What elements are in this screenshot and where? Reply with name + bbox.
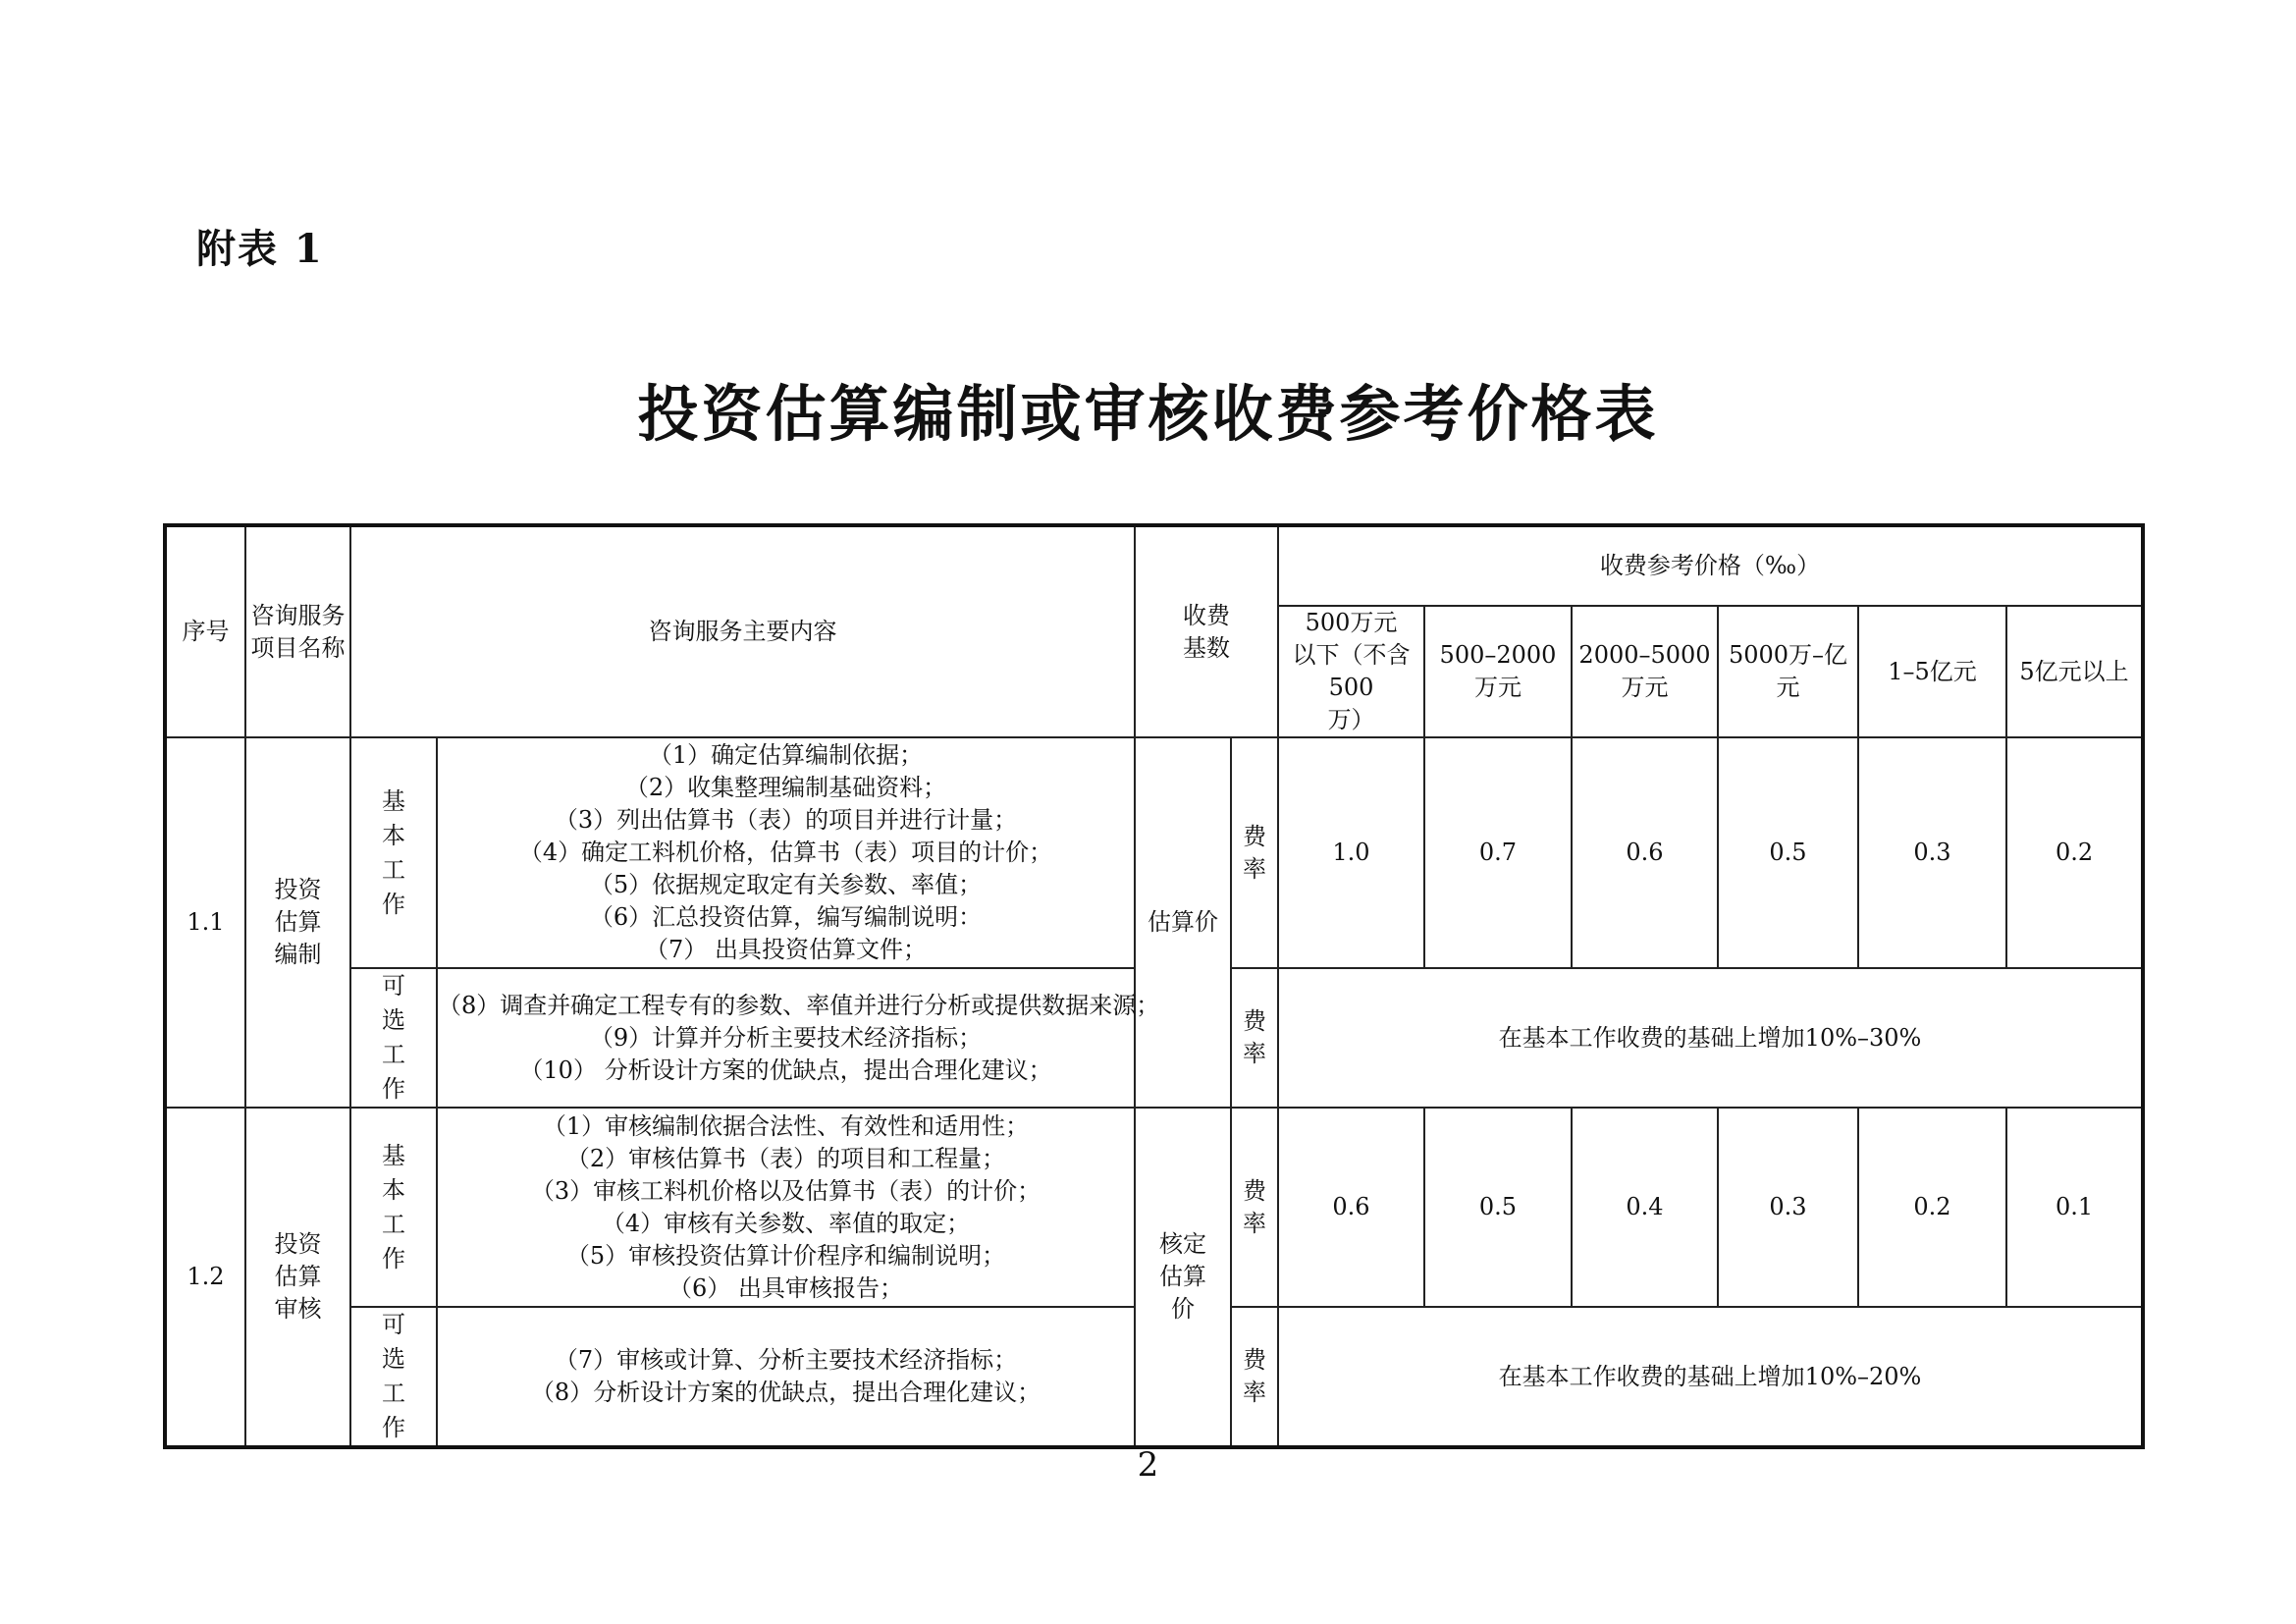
content-line: （7） 出具投资估算文件； <box>645 936 927 963</box>
rate-value: 0.2 <box>2006 737 2143 968</box>
row-base-line: 核定 <box>1159 1230 1206 1258</box>
rate-label: 费率 <box>1231 1108 1278 1307</box>
content-line: （3）列出估算书（表）的项目并进行计量； <box>554 806 1018 834</box>
basic-work-content <box>437 737 1135 968</box>
content-line: （4）确定工料机价格，估算书（表）项目的计价； <box>518 839 1053 866</box>
row-seq: 1.2 <box>165 1108 245 1447</box>
header-bracket-line: 以下（不含500 <box>1292 641 1411 701</box>
header-bracket <box>1424 606 1572 737</box>
row-base-line: 价 <box>1171 1295 1195 1323</box>
content-line: （8）调查并确定工程专有的参数、率值并进行分析或提供数据来源； <box>438 991 1160 1019</box>
header-bracket <box>1278 606 1424 737</box>
optional-work-label <box>350 1307 437 1447</box>
header-bracket-line: 万元 <box>1621 674 1669 701</box>
label-char: 作 <box>382 890 405 918</box>
label-char: 可 <box>382 1311 405 1338</box>
page-title: 投资估算编制或审核收费参考价格表 <box>637 378 1659 450</box>
row-name <box>245 1108 350 1447</box>
content-line: （8）分析设计方案的优缺点，提出合理化建议； <box>530 1379 1041 1406</box>
basic-work-label <box>350 737 437 968</box>
rate-value: 0.5 <box>1718 737 1858 968</box>
row-name-line: 估算 <box>274 908 322 936</box>
row-base <box>1135 737 1231 1108</box>
header-row-1 <box>165 525 2143 606</box>
header-base <box>1135 525 1278 737</box>
label-char: 工 <box>382 1041 405 1068</box>
content-line: （6）汇总投资估算，编写编制说明： <box>589 903 983 931</box>
basic-work-content <box>437 1108 1135 1307</box>
content-line: （10） 分析设计方案的优缺点，提出合理化建议； <box>519 1056 1052 1084</box>
header-bracket: 5000万–亿元 <box>1718 606 1858 737</box>
content-line: （2）收集整理编制基础资料； <box>624 774 947 801</box>
content-line: （3）审核工料机价格以及估算书（表）的计价； <box>530 1176 1041 1205</box>
content-line: （4）审核有关参数、率值的取定； <box>601 1209 971 1237</box>
optional-work-label <box>350 968 437 1108</box>
header-bracket-line: 500–2000 <box>1439 641 1557 669</box>
rate-label: 费率 <box>1231 1307 1278 1447</box>
rate-value: 0.6 <box>1278 1108 1424 1307</box>
label-char: 作 <box>382 1075 405 1103</box>
optional-work-content <box>437 1307 1135 1447</box>
label-char: 选 <box>382 1345 405 1373</box>
row-name-line: 审核 <box>274 1295 322 1323</box>
content-line: （7）审核或计算、分析主要技术经济指标； <box>554 1346 1018 1374</box>
optional-rate-note: 在基本工作收费的基础上增加10%–30% <box>1278 968 2143 1108</box>
row-name-line: 编制 <box>274 941 322 968</box>
header-bracket-line: 万） <box>1327 706 1375 733</box>
rate-value: 0.4 <box>1572 1108 1718 1307</box>
rate-value: 1.0 <box>1278 737 1424 968</box>
label-char: 选 <box>382 1006 405 1034</box>
rate-label: 费率 <box>1231 737 1278 968</box>
table-row <box>165 737 2143 968</box>
header-seq: 序号 <box>165 525 245 737</box>
label-char: 基 <box>382 1141 405 1169</box>
label-char: 基 <box>382 786 405 815</box>
header-price-group: 收费参考价格（‰） <box>1278 525 2143 606</box>
header-bracket-line: 2000–5000 <box>1578 641 1711 669</box>
rate-value: 0.6 <box>1572 737 1718 968</box>
row-name-line: 投资 <box>274 1230 322 1258</box>
row-name-line: 估算 <box>274 1263 322 1290</box>
header-base-line: 基数 <box>1183 633 1230 662</box>
rate-value: 0.2 <box>1858 1108 2006 1307</box>
rate-value: 0.1 <box>2006 1108 2143 1307</box>
header-item-name-line: 咨询服务 <box>250 601 346 629</box>
header-item-name <box>245 525 350 737</box>
label-char: 工 <box>382 1210 405 1238</box>
label-char: 作 <box>382 1244 405 1272</box>
content-line: （6） 出具审核报告； <box>668 1273 903 1302</box>
header-bracket-line: 500万元 <box>1305 609 1398 636</box>
appendix-label: 附表 1 <box>196 226 324 272</box>
page-number: 2 <box>1137 1445 1159 1485</box>
optional-rate-note: 在基本工作收费的基础上增加10%–20% <box>1278 1307 2143 1447</box>
header-base-line: 收费 <box>1183 601 1230 629</box>
label-char: 可 <box>382 972 405 1000</box>
rate-value: 0.5 <box>1424 1108 1572 1307</box>
label-char: 工 <box>382 1380 405 1407</box>
header-bracket: 5亿元以上 <box>2006 606 2143 737</box>
content-line: （5）审核投资估算计价程序和编制说明； <box>565 1241 1006 1270</box>
row-name-line: 投资 <box>274 876 322 903</box>
header-bracket <box>1572 606 1718 737</box>
row-name <box>245 737 350 1108</box>
fee-reference-table <box>163 523 2145 1449</box>
content-line: （2）审核估算书（表）的项目和工程量； <box>565 1144 1006 1172</box>
row-base <box>1135 1108 1231 1447</box>
row-base-line: 估算 <box>1159 1263 1206 1290</box>
label-char: 本 <box>382 821 405 849</box>
header-bracket: 1–5亿元 <box>1858 606 2006 737</box>
label-char: 作 <box>382 1414 405 1441</box>
basic-work-label <box>350 1108 437 1307</box>
row-seq: 1.1 <box>165 737 245 1108</box>
rate-value: 0.3 <box>1858 737 2006 968</box>
header-content: 咨询服务主要内容 <box>350 525 1135 737</box>
header-item-name-line: 项目名称 <box>250 633 346 662</box>
table-row <box>165 1108 2143 1307</box>
header-bracket-line: 万元 <box>1474 674 1522 701</box>
content-line: （1）审核编制依据合法性、有效性和适用性； <box>542 1111 1030 1140</box>
label-char: 本 <box>382 1175 405 1204</box>
rate-value: 0.3 <box>1718 1108 1858 1307</box>
row-base-line: 估算价 <box>1148 908 1218 936</box>
content-line: （9）计算并分析主要技术经济指标； <box>589 1023 983 1052</box>
optional-work-content <box>437 968 1160 1108</box>
content-line: （5）依据规定取定有关参数、率值； <box>589 871 983 898</box>
content-line: （1）确定估算编制依据； <box>648 741 924 769</box>
label-char: 工 <box>382 855 405 884</box>
rate-label: 费率 <box>1231 968 1278 1108</box>
rate-value: 0.7 <box>1424 737 1572 968</box>
